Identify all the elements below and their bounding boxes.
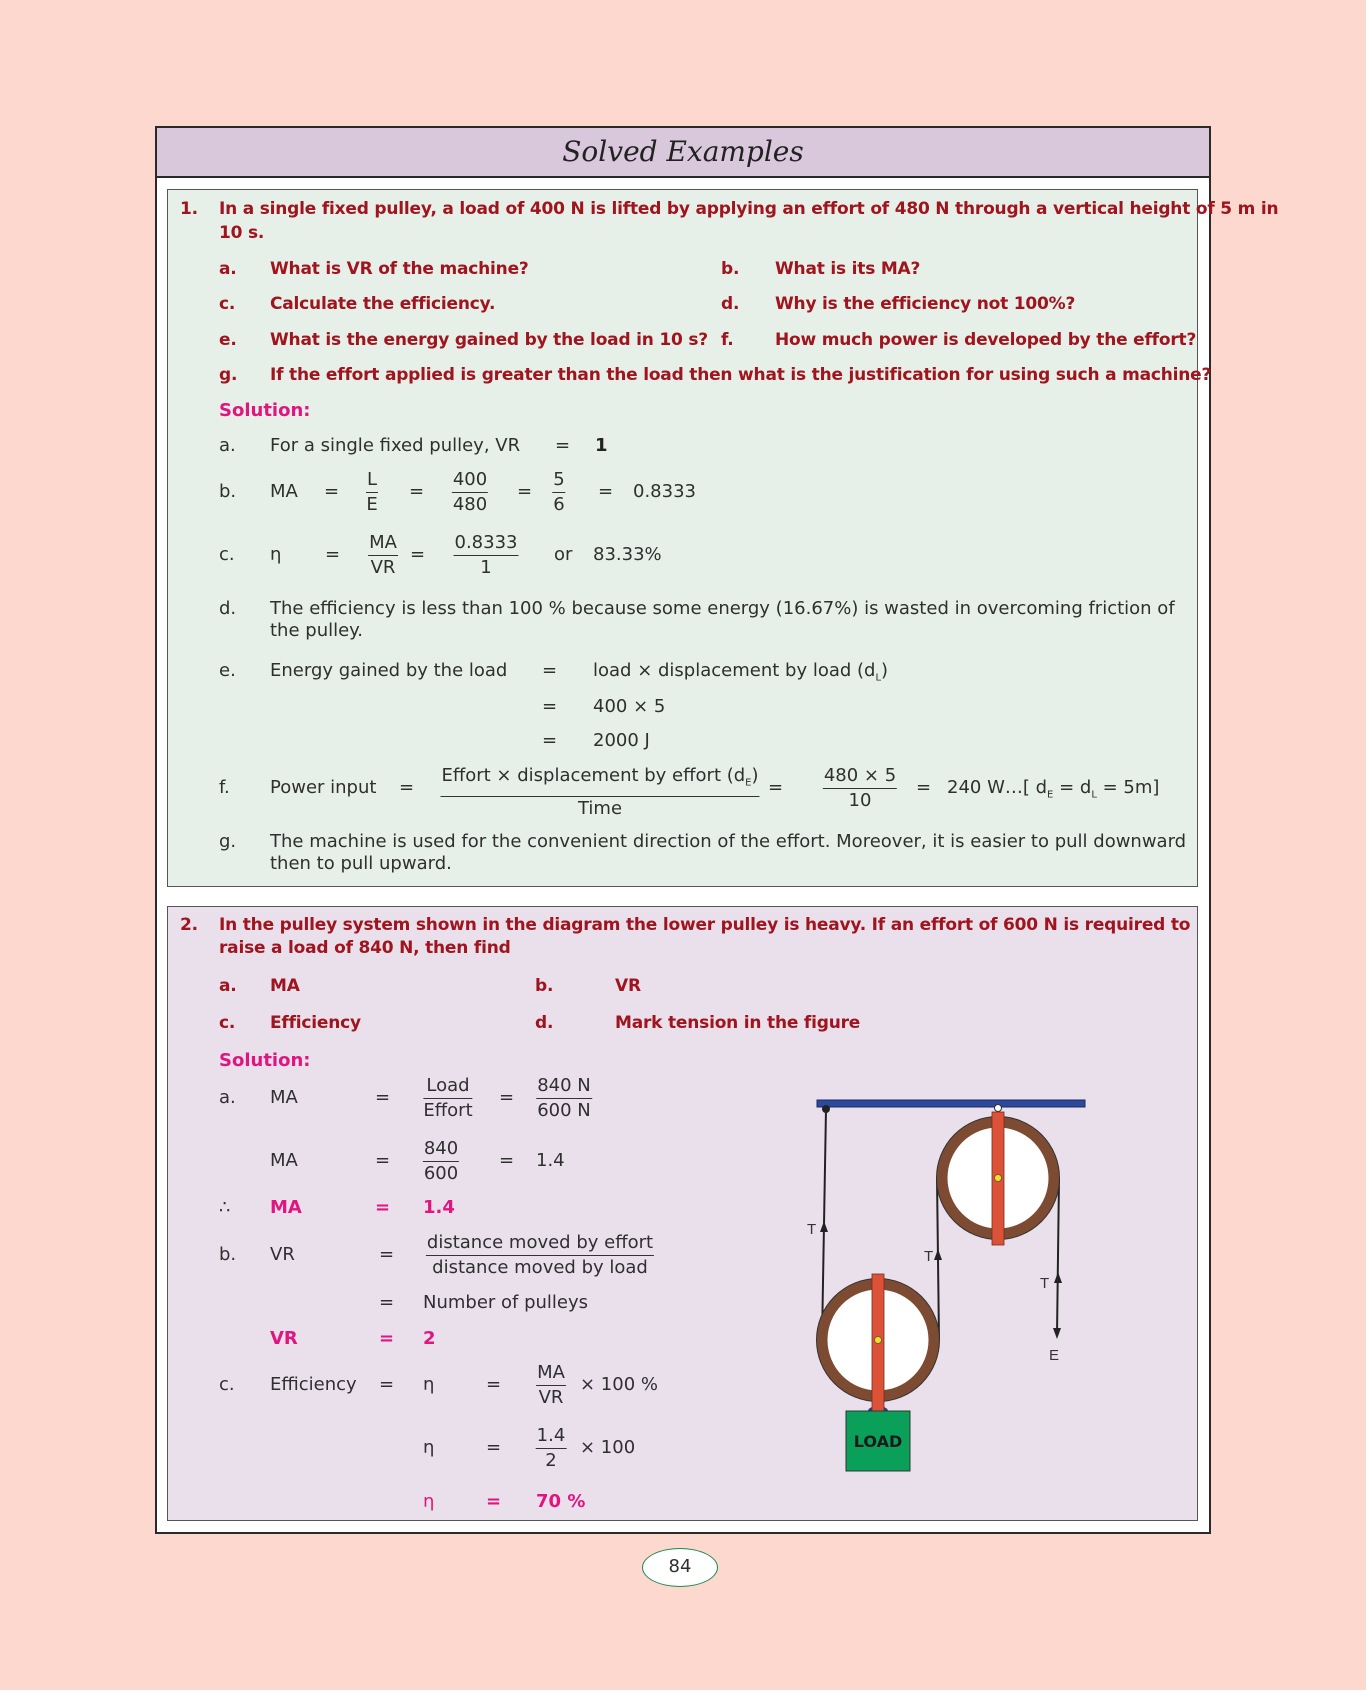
part-label: g. <box>219 365 238 385</box>
denominator: 6 <box>553 494 565 515</box>
part-label: d. <box>721 294 740 314</box>
subscript: L <box>1091 789 1097 801</box>
answer-label: e. <box>219 660 236 681</box>
equals: = <box>379 1328 395 1349</box>
denominator: VR <box>370 557 396 578</box>
answer-text: × 100 <box>580 1437 636 1458</box>
denominator: 1 <box>480 557 492 578</box>
final-result: 1.4 <box>423 1197 455 1218</box>
part-label: d. <box>535 1013 554 1033</box>
tension-label: T <box>924 1248 934 1265</box>
equals: = <box>555 435 571 456</box>
denominator: 600 N <box>537 1100 591 1121</box>
denominator: distance moved by load <box>432 1257 648 1278</box>
denominator: 2 <box>545 1450 557 1471</box>
numerator: MA <box>368 531 398 556</box>
answer-label: a. <box>219 435 236 456</box>
answer-text: × 100 % <box>580 1374 658 1395</box>
result: 83.33% <box>593 544 662 565</box>
denominator: VR <box>538 1387 564 1408</box>
part-label: e. <box>219 330 237 350</box>
expr: ) <box>881 660 889 681</box>
equals: = <box>399 777 415 798</box>
part-text: Calculate the efficiency. <box>270 294 496 314</box>
answer-value: 1 <box>595 435 608 456</box>
numerator: 5 <box>552 468 565 493</box>
part-label: b. <box>535 976 554 996</box>
equals: = <box>379 1244 395 1265</box>
answer-label: g. <box>219 831 237 852</box>
arrow-down-icon <box>1053 1328 1061 1339</box>
numerator: distance moved by effort <box>426 1231 654 1256</box>
answer-label: d. <box>219 598 237 619</box>
arrow-up-icon <box>820 1221 828 1232</box>
question-number: 1. <box>180 199 198 219</box>
question-text-line2: 10 s. <box>219 223 265 243</box>
upper-pulley <box>937 1112 1060 1245</box>
answer-label: b. <box>219 481 237 502</box>
equals: = <box>409 481 425 502</box>
vr-label: VR <box>270 1244 295 1265</box>
expr: 240 W…[ d <box>947 777 1048 798</box>
result: 1.4 <box>536 1150 565 1171</box>
arrow-up-icon <box>1054 1272 1062 1283</box>
answer-label: f. <box>219 777 230 798</box>
answer-text: The machine is used for the convenient direction of the effort. Moreover, it is easier to pull downward then to pull upward. <box>270 831 1187 874</box>
part-label: a. <box>219 976 237 996</box>
expr: Effort × displacement by effort (d <box>441 765 746 786</box>
equals: = <box>542 696 558 717</box>
equals: = <box>542 730 558 751</box>
final-result: 70 % <box>536 1491 586 1512</box>
numerator: 0.8333 <box>454 531 519 556</box>
ceiling-beam <box>817 1100 1085 1107</box>
final-result: 2 <box>423 1328 436 1349</box>
answer-text: For a single fixed pulley, VR <box>270 435 521 456</box>
subscript: L <box>875 672 882 684</box>
denominator: Effort <box>423 1100 473 1121</box>
answer-text: The efficiency is less than 100 % because some energy (16.67%) is wasted in overcoming friction of the pulley. <box>270 598 1175 641</box>
subscript: E <box>745 777 752 789</box>
eta-symbol: η <box>270 544 282 565</box>
denominator: 10 <box>848 790 872 811</box>
arrow-up-icon <box>934 1249 942 1260</box>
denominator: 480 <box>452 494 488 515</box>
final-label: MA <box>270 1197 302 1218</box>
equals: = <box>499 1087 515 1108</box>
solution-label: Solution: <box>219 1050 311 1071</box>
equals: = <box>324 481 340 502</box>
part-text: Efficiency <box>270 1013 361 1033</box>
eta-symbol: η <box>423 1437 435 1458</box>
subscript: E <box>1047 789 1054 801</box>
part-text: Why is the efficiency not 100%? <box>775 294 1076 314</box>
equals: = <box>379 1292 395 1313</box>
part-text: MA <box>270 976 300 996</box>
page-number: 84 <box>642 1548 718 1587</box>
expr: = 5m] <box>1096 777 1160 798</box>
numerator: 840 <box>423 1137 459 1162</box>
result: 0.8333 <box>633 481 696 502</box>
expr: = d <box>1053 777 1092 798</box>
part-label: c. <box>219 294 236 314</box>
equals: = <box>542 660 558 681</box>
equals: = <box>375 1197 391 1218</box>
numerator: Load <box>423 1074 472 1099</box>
answer-label: c. <box>219 1374 235 1395</box>
load-label: LOAD <box>853 1432 903 1451</box>
equals: = <box>499 1150 515 1171</box>
question-text-line2: raise a load of 840 N, then find <box>219 938 511 958</box>
numerator: 1.4 <box>536 1424 567 1449</box>
part-text: VR <box>615 976 641 996</box>
part-label: b. <box>721 259 740 279</box>
equals: = <box>375 1150 391 1171</box>
part-text: What is its MA? <box>775 259 921 279</box>
denominator: Time <box>577 797 623 819</box>
part-text: Mark tension in the figure <box>615 1013 861 1033</box>
equals: = <box>325 544 341 565</box>
equals: = <box>375 1087 391 1108</box>
final-label: VR <box>270 1328 298 1349</box>
equals: = <box>486 1437 502 1458</box>
ma-label: MA <box>270 481 298 502</box>
question-text-line1: In a single fixed pulley, a load of 400 N is lifted by applying an effort of 480 N through a vertical height of 5 m in <box>219 199 1279 219</box>
expr: ) <box>751 765 759 786</box>
eta-symbol: η <box>423 1491 435 1512</box>
eta-symbol: η <box>423 1374 435 1395</box>
answer-text: Energy gained by the load <box>270 660 508 681</box>
denominator: E <box>366 494 378 515</box>
section-title: Solved Examples <box>155 126 1211 178</box>
expr: load × displacement by load (d <box>593 660 876 681</box>
answer-text: Number of pulleys <box>423 1292 589 1313</box>
tension-label: T <box>807 1221 817 1238</box>
part-text: What is VR of the machine? <box>270 259 529 279</box>
lower-pulley <box>817 1274 940 1416</box>
answer-text: Power input <box>270 777 377 798</box>
numerator: 480 × 5 <box>823 764 897 789</box>
part-label: c. <box>219 1013 236 1033</box>
energy-step: 400 × 5 <box>593 696 666 717</box>
answer-label: c. <box>219 544 235 565</box>
answer-label: a. <box>219 1087 236 1108</box>
part-text: How much power is developed by the effort? <box>775 330 1197 350</box>
answer-label: b. <box>219 1244 237 1265</box>
energy-result: 2000 J <box>593 730 650 751</box>
part-label: a. <box>219 259 237 279</box>
equals: = <box>768 777 784 798</box>
or-text: or <box>554 544 573 565</box>
numerator: L <box>366 468 378 493</box>
equals: = <box>598 481 614 502</box>
equals: = <box>916 777 932 798</box>
therefore-symbol: ∴ <box>219 1197 231 1218</box>
denominator: 600 <box>423 1163 459 1184</box>
ma-label: MA <box>270 1087 298 1108</box>
equals: = <box>486 1491 502 1512</box>
numerator: MA <box>536 1361 566 1386</box>
effort-label: E <box>1049 1347 1060 1364</box>
ma-label: MA <box>270 1150 298 1171</box>
equals: = <box>410 544 426 565</box>
part-text: What is the energy gained by the load in 10 s? <box>270 330 708 350</box>
tension-label: T <box>1040 1275 1050 1292</box>
equals: = <box>517 481 533 502</box>
numerator: 840 N <box>536 1074 592 1099</box>
part-label: f. <box>721 330 734 350</box>
question-number: 2. <box>180 915 198 935</box>
numerator: 400 <box>452 468 488 493</box>
question-text-line1: In the pulley system shown in the diagram the lower pulley is heavy. If an effort of 600 N is required to <box>219 915 1191 935</box>
answer-text: Efficiency <box>270 1374 357 1395</box>
equals: = <box>486 1374 502 1395</box>
part-text: If the effort applied is greater than the load then what is the justification for using such a machine? <box>270 365 1212 385</box>
solution-label: Solution: <box>219 400 311 421</box>
equals: = <box>379 1374 395 1395</box>
hook-ring <box>995 1105 1002 1112</box>
